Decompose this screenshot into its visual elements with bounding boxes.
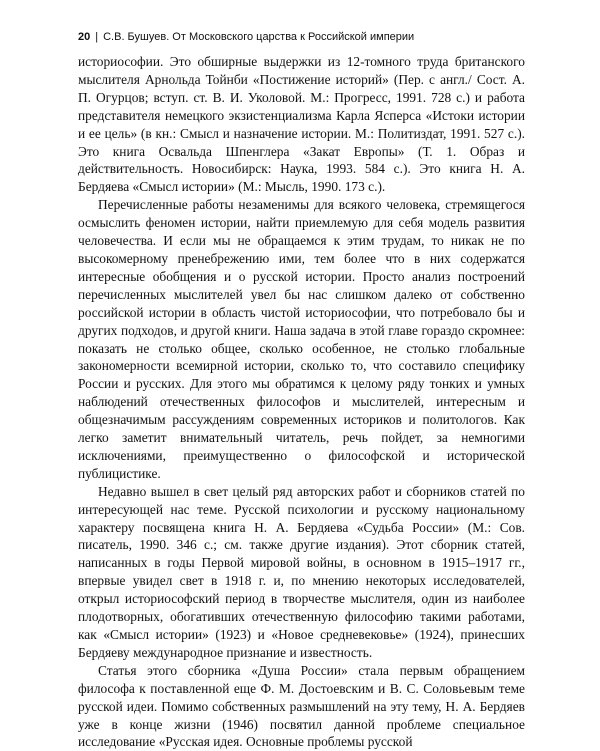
running-header	[78, 30, 525, 44]
book-page	[78, 30, 525, 751]
paragraph: Статья этого сборника «Душа России» стала первым обращением философа к поставленной еще Ф. М. Достоевским и В. С. Соловьевым теме русской идеи. Помимо собственных размышлений на эту тему, Н. А. Бердяев уже в конце жизни (1946) посвятил данной проблеме специальное исследование «Русская идея. Основные проблемы русской	[78, 662, 525, 750]
paragraph: Недавно вышел в свет целый ряд авторских работ и сборников статей по интересующей нас теме. Русской психологии и русскому национальному характеру посвящена книга Н. А. Бердяева «Судьба России» (М.: Сов. писатель, 1990. 346 с.; см. также другие издания). Этот сборник статей, написанных в годы Первой мировой войны, в основном в 1915–1917 гг., впервые увидел свет в 1918 г. и, по мнению некоторых исследователей, открыл историософский период в творчестве мыслителя, один из наиболее плодотворных, обогативших отечественную философию такими работами, как «Смысл истории» (1923) и «Новое средневековье» (1924), принесших Бердяеву международное признание и известность.	[78, 483, 525, 660]
body-text	[78, 53, 525, 751]
header-separator: |	[95, 31, 99, 43]
page-number: 20	[78, 31, 91, 43]
paragraph-continued: историософии. Это обширные выдержки из 12-томного труда британского мыслителя Арнольда Тойнби «Постижение историй» (Пер. с англ./ Сост. А. П. Огурцов; вступ. ст. В. И. Уколовой. М.: Прогресс, 1991. 728 с.) и работа представителя немецкого экзистенциализма Карла Ясперса «Истоки истории и ее цель» (в кн.: Смысл и назначение истории. М.: Политиздат, 1991. 527 с.). Это книга Освальда Шпенглера «Закат Европы» (Т. 1. Образ и действительность. Новосибирск: Наука, 1993. 584 с.). Это книга Н. А. Бердяева «Смысл истории» (М.: Мысль, 1990. 173 с.).	[78, 54, 525, 195]
running-title: С.В. Бушуев. От Московского царства к Российской империи	[103, 31, 415, 43]
paragraph: Перечисленные работы незаменимы для всякого человека, стремящегося осмыслить феномен истории, найти приемлемую для себя модель развития человечества. И если мы не обращаемся к этим трудам, то никак не по высокомерному пренебрежению ими, тем более что в них содержатся интересные обобщения и о русской истории. Просто анализ построений перечисленных мыслителей увел бы нас слишком далеко от собственно российской истории в область чистой историософии, что потребовало бы и других подходов, и другой книги. Наша задача в этой главе гораздо скромнее: показать не столько общее, сколько особенное, не столько глобальные закономерности всемирной истории, сколько то, что составило специфику России и русских. Для этого мы обратимся к целому ряду тонких и умных наблюдений отечественных философов и мыслителей, интересным и общезначимым рассуждениям современных историков и политологов. Как легко заметит внимательный читатель, речь пойдет, за немногими исключениями, преимущественно о философской и исторической публицистике.	[78, 197, 525, 481]
